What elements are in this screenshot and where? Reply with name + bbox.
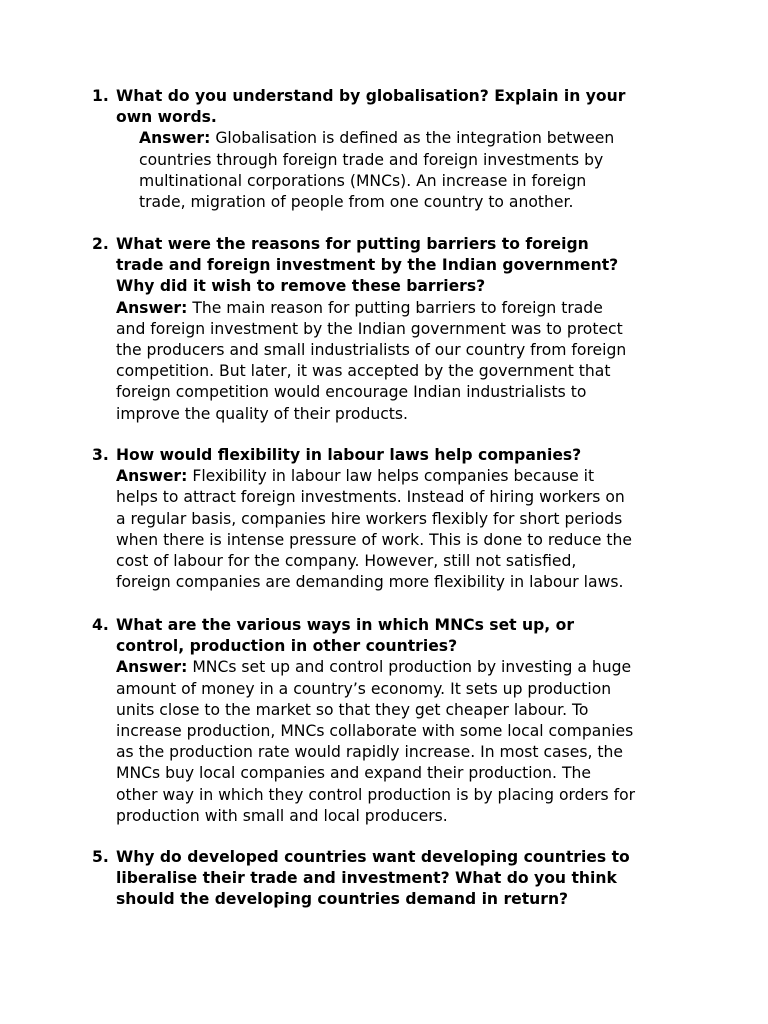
qa-item-3 bbox=[92, 445, 682, 593]
question-text: How would flexibility in labour laws help companies? bbox=[116, 446, 582, 464]
answer-block bbox=[116, 298, 682, 425]
qa-item-4 bbox=[92, 615, 682, 827]
item-number: 2. bbox=[92, 235, 109, 253]
qa-item-5 bbox=[92, 847, 682, 911]
answer-block bbox=[116, 466, 682, 593]
question-text: What were the reasons for putting barriers to foreign trade and foreign investment by the Indian government? Why did it wish to remove these barriers? bbox=[116, 235, 619, 296]
question-text: What are the various ways in which MNCs set up, or control, production in other countries? bbox=[116, 616, 575, 656]
answer-text: Flexibility in labour law helps companies because it helps to attract foreign investments. Instead of hiring workers on a regular basis, companies hire workers flexibly for short periods when there is intense pressure of work. This is done to reduce the cost of labour for the company. However, still not satisfied, foreign companies are demanding more flexibility in labour laws. bbox=[116, 467, 633, 592]
answer-block bbox=[139, 128, 682, 213]
qa-item-2 bbox=[92, 234, 682, 425]
item-number: 5. bbox=[92, 848, 109, 866]
answer-label: Answer: bbox=[116, 467, 188, 486]
answer-block bbox=[116, 657, 682, 827]
answer-text: The main reason for putting barriers to foreign trade and foreign investment by the Indian government was to protect the producers and small industrialists of our country from foreign competition. But later, it was accepted by the government that foreign competition would encourage Indian industrialists to improve the quality of their products. bbox=[116, 298, 627, 423]
answer-label: Answer: bbox=[139, 129, 211, 148]
question-text: What do you understand by globalisation? Explain in your own words. bbox=[116, 87, 626, 127]
item-number: 1. bbox=[92, 87, 109, 105]
question-text: Why do developed countries want developing countries to liberalise their trade and investment? What do you think should the developing countries demand in return? bbox=[116, 848, 630, 909]
item-number: 4. bbox=[92, 616, 109, 634]
item-number: 3. bbox=[92, 446, 109, 464]
answer-text: Globalisation is defined as the integration between countries through foreign trade and foreign investments by multinational corporations (MNCs). An increase in foreign trade, migration of people from one country to another. bbox=[139, 129, 615, 212]
qa-item-1 bbox=[92, 86, 682, 213]
answer-label: Answer: bbox=[116, 298, 188, 317]
answer-text: MNCs set up and control production by investing a huge amount of money in a country’s economy. It sets up production units close to the market so that they get cheaper labour. To increase production, MNCs collaborate with some local companies as the production rate would rapidly increase. In most cases, the MNCs buy local companies and expand their production. The other way in which they control production is by placing orders for production with small and local producers. bbox=[116, 658, 636, 825]
answer-label: Answer: bbox=[116, 658, 188, 677]
